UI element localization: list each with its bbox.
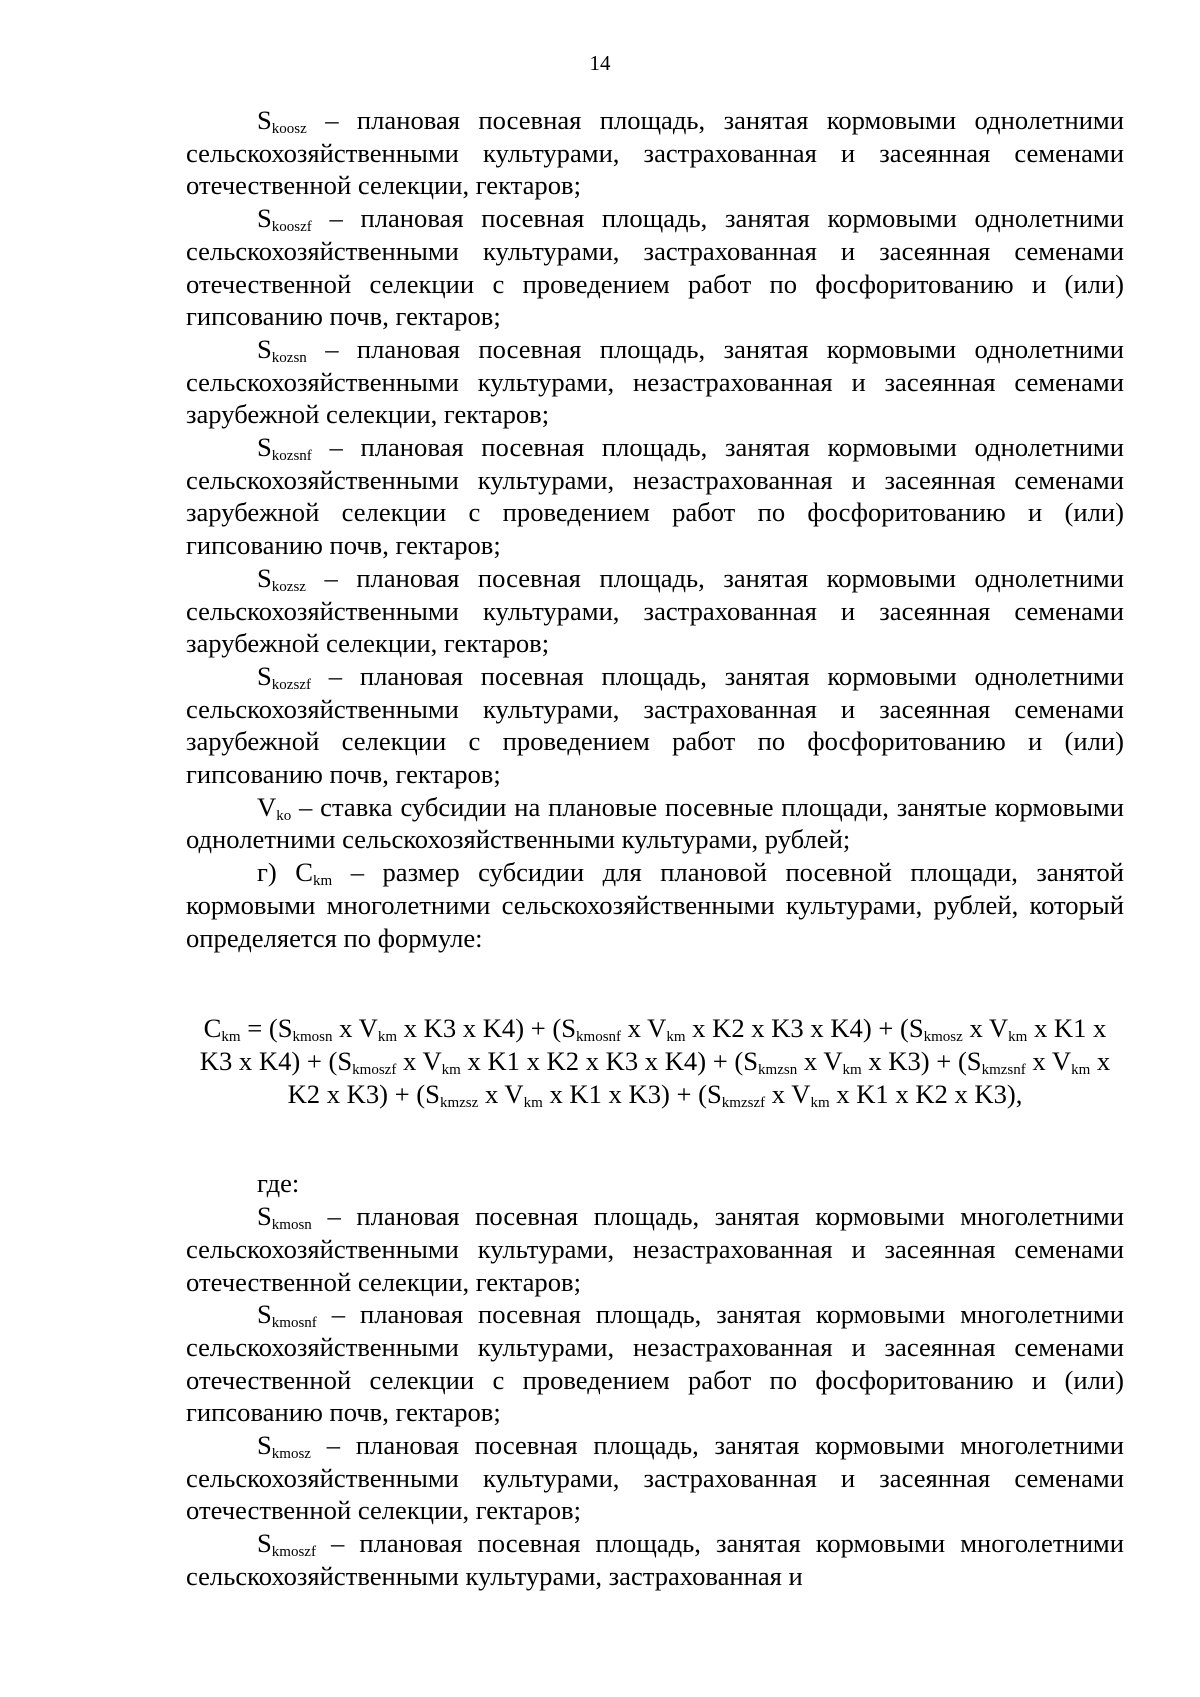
formula-text: x K3) + (S [861,1045,982,1076]
page-number: 14 [589,51,611,75]
symbol-subscript: kozsnf [271,447,312,464]
definition-paragraph [186,1200,1124,1298]
formula-text: x V [621,1013,667,1044]
symbol: S [257,203,272,234]
definition-text: – плановая посевная площадь, занятая кормовыми однолетними сельскохозяйственными культурами, застрахованная и засеянная семенами зарубежной селекции с проведением работ по фосфоритованию и (или) гипсованию почв, гектаров; [186,660,1124,790]
formula-text: x K1 x K3) + (S [542,1078,722,1109]
symbol-subscript: ko [276,807,292,824]
symbol-subscript: kooszf [271,218,312,235]
symbol: S [257,105,272,135]
definition-paragraph [186,562,1124,660]
symbol-subscript: km [313,872,333,889]
symbol-subscript: kmosn [271,1216,312,1233]
formula-text: x K1 x K2 x K3 x K4) + (S [460,1045,759,1076]
formula-subscript: km [441,1061,461,1078]
formula-text: x K3 x K4) + (S [397,1013,577,1044]
definition-paragraph [186,1298,1124,1429]
definition-text: – плановая посевная площадь, занятая кормовыми многолетними сельскохозяйственными культурами, незастрахованная и засеянная семенами отечественной селекции, гектаров; [186,1201,1124,1297]
definition-text: – размер субсидии для плановой посевной площади, занятой кормовыми многолетними сельскохозяйственными культурами, рублей, который определяется по формуле: [186,857,1124,953]
symbol: S [257,432,272,463]
formula-text: = (S [240,1013,293,1044]
where-label: где: [257,1168,300,1199]
symbol: S [257,562,272,593]
definition-text: – плановая посевная площадь, занятая кормовыми однолетними сельскохозяйственными культурами, незастрахованная и засеянная семенами зарубежной селекции, гектаров; [186,333,1124,430]
formula-text: x V [962,1013,1009,1044]
definition-paragraph [186,1429,1124,1527]
formula-subscript: km [523,1094,543,1111]
definition-text: – плановая посевная площадь, занятая кормовыми многолетними сельскохозяйственными культурами, застрахованная и засеянная семенами отечественной селекции, гектаров; [186,1430,1124,1526]
symbol: S [257,1299,272,1330]
formula-text: x V [478,1078,524,1109]
symbol-subscript: kozsz [271,578,306,595]
definition-paragraph [186,791,1124,856]
formula-subscript: km [1071,1061,1091,1078]
definitions-top [186,104,1124,954]
definition-paragraph [186,1527,1124,1592]
subsidy-formula [186,1012,1124,1110]
formula-text: x K2 x K3 x K4) + (S [685,1013,924,1044]
definition-paragraph [186,856,1124,954]
formula-text: x K1 x K2 x K3), [829,1078,1023,1109]
definition-text: – плановая посевная площадь, занятая кормовыми однолетними сельскохозяйственными культурами, незастрахованная и засеянная семенами зарубежной селекции с проведением работ по фосфоритованию и (или) гипсованию почв, гектаров; [186,432,1124,561]
formula-subscript: kmzsnf [981,1061,1026,1078]
formula-subscript: kmosn [292,1029,333,1046]
formula-subscript: kmoszf [352,1061,397,1078]
symbol: S [257,660,272,691]
definition-paragraph [186,333,1124,431]
definition-text: – плановая посевная площадь, занятая кормовыми многолетними сельскохозяйственными культурами, застрахованная и [186,1528,1124,1591]
formula-text: x V [765,1078,811,1109]
formula-text: x V [797,1045,843,1076]
definition-text: – плановая посевная площадь, занятая кормовыми многолетними сельскохозяйственными культурами, незастрахованная и засеянная семенами отечественной селекции с проведением работ по фосфоритованию и (или) гипсованию почв, гектаров; [186,1299,1124,1428]
formula-subscript: kmzszf [721,1094,766,1111]
symbol-subscript: kmoszf [271,1543,316,1560]
formula-text: x K1 x K3 x K4) + (S [199,1013,1107,1076]
definition-paragraph [186,431,1124,562]
symbol-subscript: koosz [271,120,307,137]
formula-text: x V [396,1045,442,1076]
definition-text: – плановая посевная площадь, занятая кормовыми однолетними сельскохозяйственными культурами, застрахованная и засеянная семенами отечественной селекции, гектаров; [186,105,1124,201]
formula-subscript: kmosz [923,1029,963,1046]
formula-subscript: km [666,1029,686,1046]
symbol: V [257,791,277,822]
symbol: S [257,1528,272,1559]
formula-text: x V [332,1013,378,1044]
formula-subscript: kmosnf [576,1029,622,1046]
formula-subscript: km [221,1029,241,1046]
document-body [186,104,1124,1593]
formula-text: x V [1025,1045,1072,1076]
symbol: S [257,1201,272,1232]
formula-text: C [203,1013,222,1044]
symbol-subscript: kozszf [271,676,311,693]
formula-subscript: km [810,1094,830,1111]
formula-subscript: km [377,1029,398,1046]
formula-subscript: kmzsn [758,1061,798,1078]
symbol: S [257,1430,272,1461]
symbol-subscript: kozsn [271,349,307,366]
symbol-subscript: kmosz [271,1445,311,1462]
formula-subscript: km [842,1061,862,1078]
definition-paragraph [186,660,1124,791]
formula-subscript: km [1008,1029,1028,1046]
definition-text: – плановая посевная площадь, занятая кормовыми однолетними сельскохозяйственными культурами, застрахованная и засеянная семенами зарубежной селекции, гектаров; [186,562,1124,659]
symbol: г) C [257,857,314,888]
definitions-bottom [186,1200,1124,1592]
definition-paragraph [186,104,1124,202]
definition-paragraph [186,202,1124,333]
formula-text: x K2 x K3) + (S [287,1045,1111,1109]
symbol: S [257,333,272,364]
definition-text: – ставка субсидии на плановые посевные площади, занятые кормовыми однолетними сельскохозяйственными культурами, рублей; [186,791,1124,855]
symbol-subscript: kmosnf [271,1314,317,1331]
definition-text: – плановая посевная площадь, занятая кормовыми однолетними сельскохозяйственными культурами, застрахованная и засеянная семенами отечественной селекции с проведением работ по фосфоритованию и (или) гипсованию почв, гектаров; [186,203,1124,332]
formula-subscript: kmzsz [439,1094,479,1111]
